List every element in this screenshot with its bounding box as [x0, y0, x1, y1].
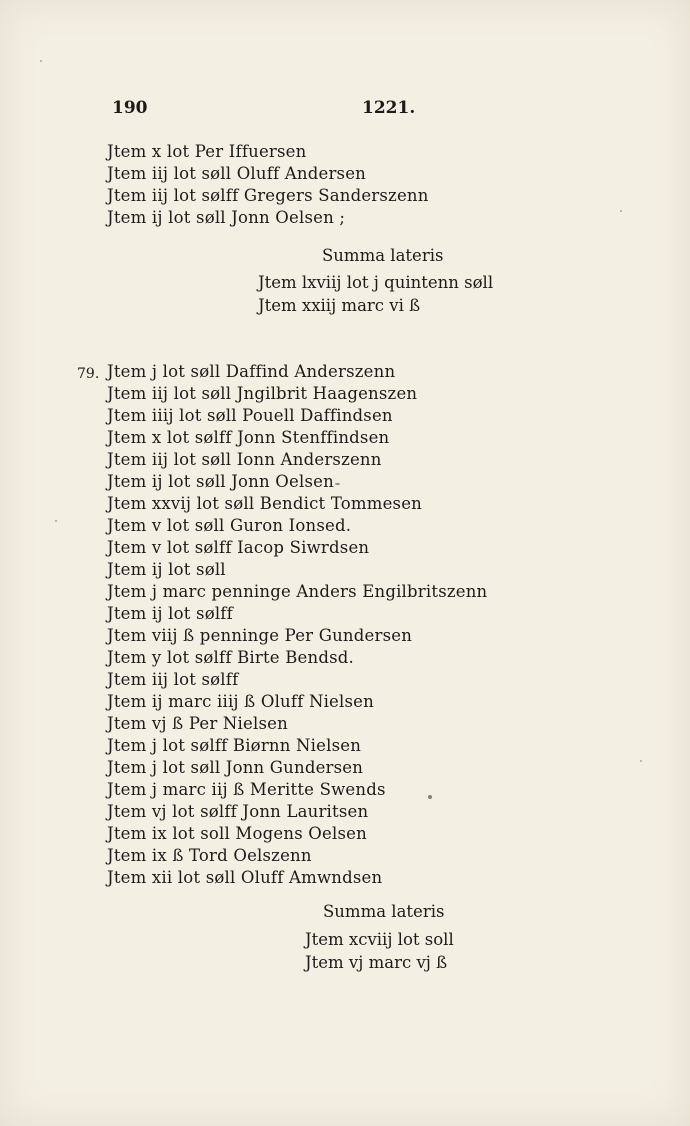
section-number: 79.	[77, 366, 100, 382]
summa-line: Jtem xxiij marc vi ß	[258, 296, 421, 315]
entry-line: Jtem j lot søll Daffind Anderszenn	[107, 362, 396, 381]
summa-lateris-label: Summa lateris	[322, 246, 444, 265]
entry-line: Jtem vj lot sølff Jonn Lauritsen	[107, 802, 369, 821]
entry-line: Jtem ij lot søll Jonn Oelsen	[107, 472, 334, 491]
entry-line: Jtem v lot sølff Iacop Siwrdsen	[107, 538, 370, 557]
entry-line: Jtem vj ß Per Nielsen	[107, 714, 288, 733]
entry-line: Jtem xxvij lot søll Bendict Tommesen	[107, 494, 423, 513]
entry-line: Jtem x lot Per Iffuersen	[107, 142, 307, 161]
entry-line: Jtem ij lot søll Jonn Oelsen ;	[107, 208, 346, 227]
entry-line: Jtem xii lot søll Oluff Amwndsen	[107, 868, 383, 887]
entry-line: Jtem iiij lot søll Pouell Daffindsen	[107, 406, 393, 425]
entry-line: Jtem j marc penninge Anders Engilbritszenn	[107, 582, 488, 601]
entry-line: Jtem j lot sølff Biørnn Nielsen	[107, 736, 362, 755]
entry-line: Jtem ix lot soll Mogens Oelsen	[107, 824, 367, 843]
entry-line: Jtem iij lot søll Jngilbrit Haagenszen	[107, 384, 418, 403]
entry-line: Jtem y lot sølff Birte Bendsd.	[107, 648, 354, 667]
entry-line: Jtem ij lot søll	[107, 560, 226, 579]
entry-line: Jtem j marc iij ß Meritte Swends	[107, 780, 386, 799]
summa-line: Jtem lxviij lot j quintenn søll	[258, 273, 494, 292]
entry-line: Jtem j lot søll Jonn Gundersen	[107, 758, 364, 777]
entry-line: Jtem iij lot sølff Gregers Sanderszenn	[107, 186, 429, 205]
entry-line: Jtem iij lot søll Oluff Andersen	[107, 164, 367, 183]
entry-line: Jtem viij ß penninge Per Gundersen	[107, 626, 413, 645]
entry-line: Jtem ij marc iiij ß Oluff Nielsen	[107, 692, 374, 711]
entry-line: Jtem ix ß Tord Oelszenn	[107, 846, 312, 865]
entry-line: Jtem iij lot sølff	[107, 670, 239, 689]
entry-line: Jtem ij lot sølff	[107, 604, 233, 623]
year-heading: 1221.	[362, 98, 416, 118]
page-number: 190	[112, 98, 148, 118]
summa-line: Jtem xcviij lot soll	[305, 930, 454, 949]
summa-lateris-label: Summa lateris	[323, 902, 445, 921]
entry-line: Jtem iij lot søll Ionn Anderszenn	[107, 450, 382, 469]
summa-line: Jtem vj marc vj ß	[305, 953, 448, 972]
entry-line: Jtem x lot sølff Jonn Stenffindsen	[107, 428, 390, 447]
entry-line: Jtem v lot søll Guron Ionsed.	[107, 516, 352, 535]
